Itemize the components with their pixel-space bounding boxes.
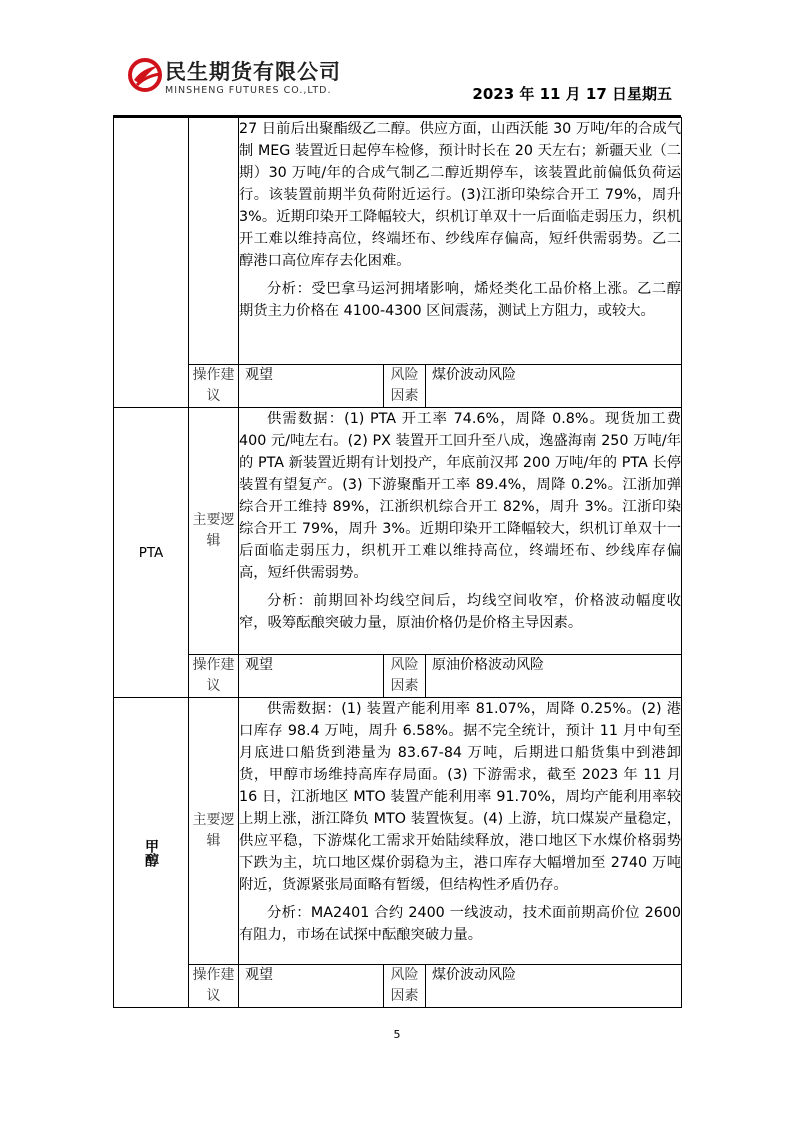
- operation-value: 观望: [239, 965, 384, 1008]
- methanol-operation-row: [114, 965, 682, 1008]
- methanol-logic-row: [114, 698, 682, 965]
- analysis-text: 分析：前期回补均线空间后，均线空间收窄，价格波动幅度收窄，吸筹酝酿突破力量，原油价格仍是价格主导因素。: [239, 593, 682, 631]
- page-number: 5: [393, 1028, 401, 1041]
- commodity-name-cell: 甲醇: [114, 698, 189, 1008]
- operation-label: 操作建议: [189, 655, 239, 698]
- risk-label: 风险因素: [384, 965, 426, 1008]
- operation-value: 观望: [239, 655, 384, 698]
- logic-text: 27 日前后出聚酯级乙二醇。供应方面，山西沃能 30 万吨/年的合成气制 MEG 装置近日起停车检修，预计时长在 20 天左右；新疆天业（二期）30 万吨/年的合成气制乙二醇近期停车，该装置此前偏低负荷运行。该装置前期半负荷附近运行。(3)江浙印染综合开工 79%，周升 3%。近期印染开工降幅较大，织机订单双十一后面临走弱压力，织机开工难以维持高位，终端坯布、纱线库存偏高，短纤供需弱势。乙二醇港口高位库存去化困难。: [239, 121, 682, 269]
- commodity-table: [113, 117, 682, 1008]
- analysis-text: 分析：受巴拿马运河拥堵影响，烯烃类化工品价格上涨。乙二醇期货主力价格在 4100-4300 区间震荡，测试上方阻力，或较大。: [239, 281, 682, 319]
- risk-label: 风险因素: [384, 365, 426, 408]
- logic-label-cell: 主要逻辑: [189, 698, 239, 965]
- logo-chinese-name: 民生期货有限公司: [165, 60, 341, 84]
- pta-logic-row: [114, 408, 682, 655]
- risk-value: 原油价格波动风险: [426, 655, 682, 698]
- operation-label: 操作建议: [189, 965, 239, 1008]
- risk-value: 煤价波动风险: [426, 965, 682, 1008]
- analysis-text: 分析：MA2401 合约 2400 一线波动，技术面前期高价位 2600 有阻力，市场在试探中酝酿突破力量。: [239, 905, 682, 943]
- minsheng-logo-icon: [128, 58, 162, 92]
- logic-content: [239, 698, 682, 965]
- logic-label-cell: 主要逻辑: [189, 408, 239, 655]
- company-logo: [128, 56, 368, 102]
- meg-logic-row: [114, 118, 682, 365]
- commodity-name-cell: PTA: [114, 408, 189, 698]
- logic-content: [239, 118, 682, 365]
- risk-value: 煤价波动风险: [426, 365, 682, 408]
- logic-text: 供需数据：(1) 装置产能利用率 81.07%，周降 0.25%。(2) 港口库存 98.4 万吨，周升 6.58%。据不完全统计，预计 11 月中旬至月底进口船货到港量为 83.67-84 万吨，后期进口船货集中到港卸货，甲醇市场维持高库存局面。(3) 下游需求，截至 2023 年 11 月 16 日，江浙地区 MTO 装置产能利用率 91.70%，周均产能利用率较上期上涨，浙江降负 MTO 装置恢复。(4) 上游，坑口煤炭产量稳定，供应平稳，下游煤化工需求开始陆续释放，港口地区下水煤价格弱势下跌为主，坑口地区煤价弱稳为主，港口库存大幅增加至 2740 万吨附近，货源紧张局面略有暂缓，但结构性矛盾仍存。: [239, 701, 682, 893]
- operation-label: 操作建议: [189, 365, 239, 408]
- commodity-name-cell: [114, 118, 189, 408]
- logic-content: [239, 408, 682, 655]
- operation-value: 观望: [239, 365, 384, 408]
- logic-text: 供需数据：(1) PTA 开工率 74.6%，周降 0.8%。现货加工费 400 元/吨左右。(2) PX 装置开工回升至八成，逸盛海南 250 万吨/年的 PTA 新装置近期有计划投产，年底前汉邦 200 万吨/年的 PTA 长停装置有望复产。(3) 下游聚酯开工率 89.4%，周降 0.2%。江浙加弹综合开工维持 89%，江浙织机综合开工 82%，周升 3%。江浙印染综合开工 79%，周升 3%。近期印染开工降幅较大，织机订单双十一后面临走弱压力，织机开工难以维持高位，终端坯布、纱线库存偏高，短纤供需弱势。: [239, 411, 682, 581]
- report-date: 2023 年 11 月 17 日星期五: [472, 85, 672, 103]
- logic-label-cell: [189, 118, 239, 365]
- meg-operation-row: [114, 365, 682, 408]
- risk-label: 风险因素: [384, 655, 426, 698]
- page-header: [0, 0, 794, 112]
- logo-english-name: MINSHENG FUTURES CO.,LTD.: [165, 85, 332, 96]
- pta-operation-row: [114, 655, 682, 698]
